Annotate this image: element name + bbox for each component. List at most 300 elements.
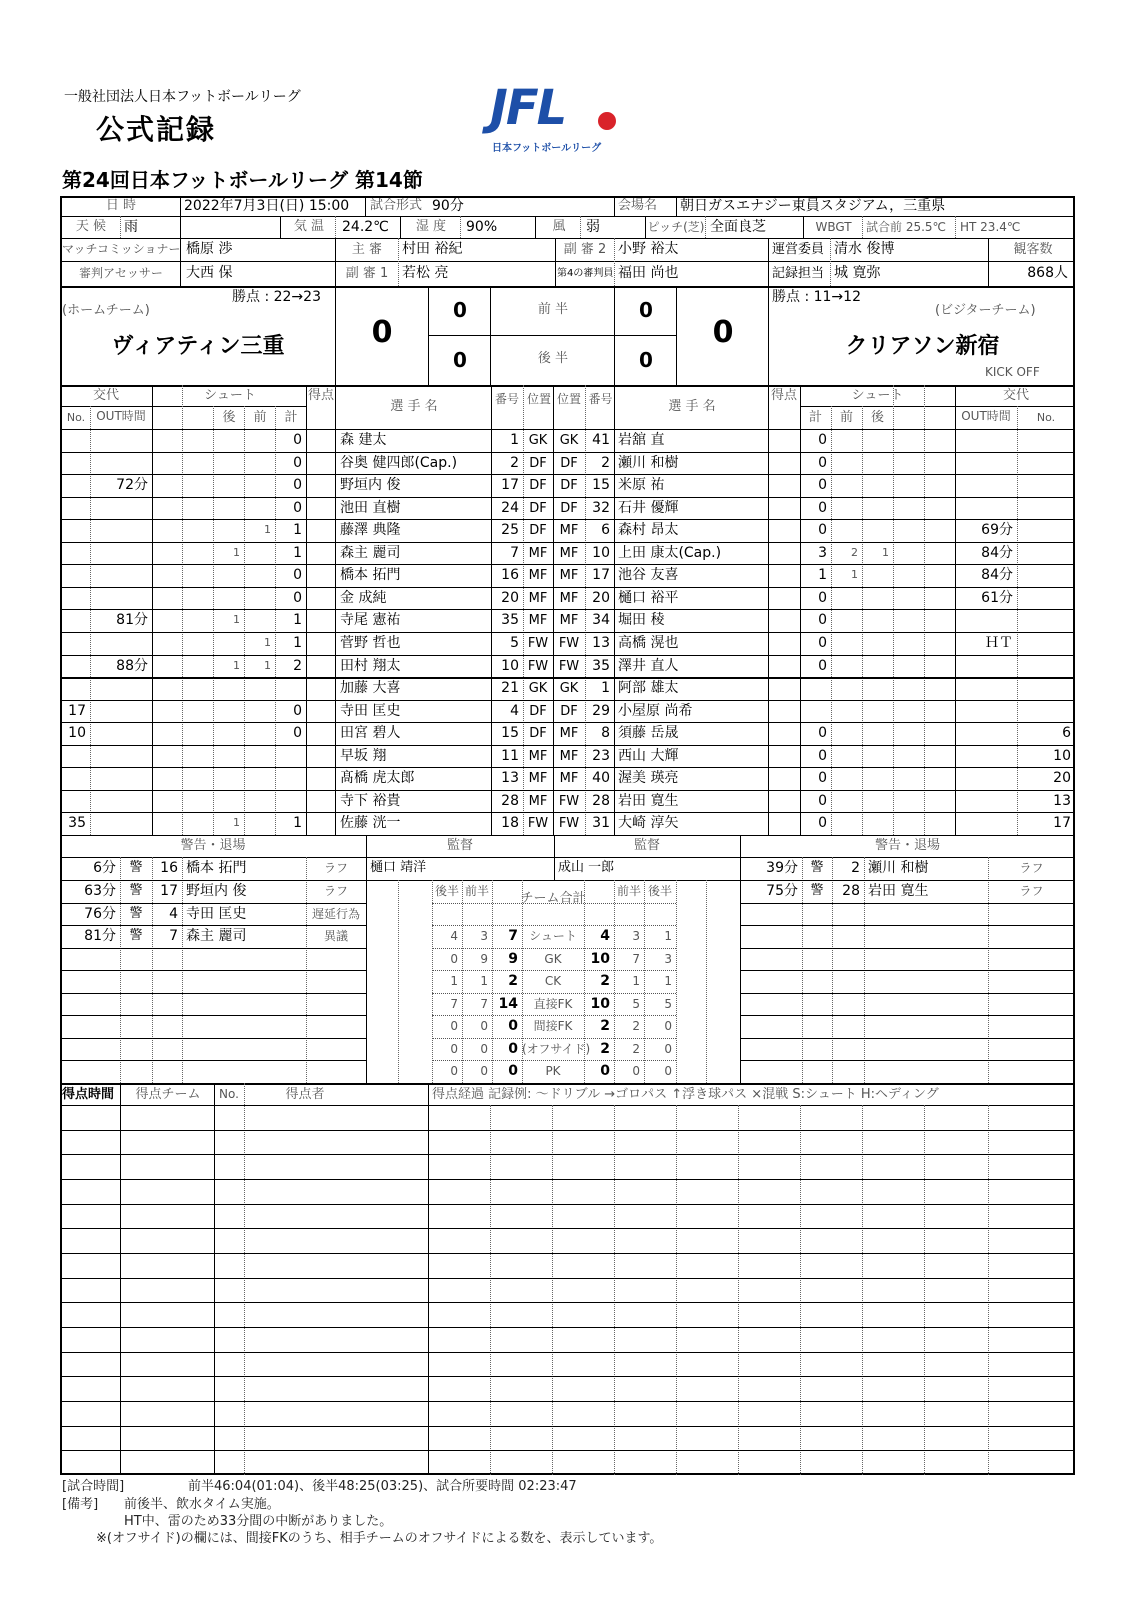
totals-stat-label: 間接FK [533, 1019, 573, 1034]
wbgt-before: 試合前 25.5℃ [866, 220, 947, 234]
totals-home-second: 0 [450, 1064, 458, 1079]
grid-line [60, 1060, 366, 1061]
totals-home-first: 1 [480, 974, 488, 989]
grid-line [60, 745, 1075, 746]
wind-label: 風 [552, 219, 566, 234]
col-pos-away: 位置 [556, 392, 581, 406]
home-player-number: 18 [501, 815, 519, 832]
grid-line [60, 880, 366, 881]
card-type: 警 [810, 860, 824, 876]
totals-home-first-header: 前半 [464, 884, 489, 898]
format-label: 試合形式 [370, 198, 423, 213]
away-manager-name: 成山 一郎 [558, 860, 615, 876]
home-out-time: 72分 [116, 477, 148, 494]
away-player-name: 森村 昂太 [618, 522, 679, 539]
home-player-number: 13 [501, 770, 519, 787]
away-player-position: DF [560, 500, 578, 516]
away-sub-no: 17 [1053, 815, 1071, 832]
goals-no-header: No. [219, 1086, 239, 1101]
ar1-label: 副 審 1 [345, 266, 389, 281]
card-time: 39分 [766, 860, 798, 877]
grid-line [705, 216, 706, 238]
referee-label: 主 審 [351, 242, 383, 257]
home-shot-total: 0 [293, 725, 302, 742]
ar2-value: 小野 裕太 [618, 241, 679, 257]
home-shot-total: 1 [293, 522, 302, 539]
wbgt-label: WBGT [815, 220, 852, 234]
away-player-position: MF [559, 568, 579, 584]
home-shot-total: 0 [293, 589, 302, 606]
away-out-time: ＨＴ [985, 634, 1013, 651]
home-player-position: MF [528, 748, 548, 764]
home-shot-total: 0 [293, 454, 302, 471]
card-player-name: 森主 麗司 [186, 928, 247, 945]
away-player-number: 2 [601, 454, 610, 471]
grid-line [60, 1204, 1075, 1205]
fourth-value: 福田 尚也 [618, 265, 679, 281]
grid-line [60, 1083, 1075, 1085]
home-player-number: 5 [510, 634, 519, 651]
col-player-away: 選 手 名 [668, 399, 716, 414]
home-player-position: MF [528, 613, 548, 629]
home-player-name: 加藤 大喜 [340, 680, 401, 697]
home-team-label: (ホームチーム) [62, 303, 150, 318]
col-player-home: 選 手 名 [390, 399, 438, 414]
ops-label: 運営委員 [772, 242, 825, 257]
home-shot-total: 1 [293, 544, 302, 561]
goals-team-header: 得点チーム [135, 1086, 201, 1102]
grid-line [988, 238, 989, 286]
totals-away-total: 0 [600, 1063, 610, 1080]
home-player-number: 2 [510, 454, 519, 471]
grid-line [60, 835, 1075, 836]
grid-line [535, 216, 536, 238]
grid-line [398, 880, 399, 1083]
grid-line [60, 925, 366, 926]
home-player-position: MF [528, 793, 548, 809]
home-player-name: 谷奥 健四郎(Cap.) [340, 454, 458, 471]
home-player-number: 25 [501, 522, 519, 539]
logo-subtitle: 日本フットボールリーグ [492, 143, 602, 154]
manager-label-away: 監督 [633, 837, 660, 853]
col-total-home: 計 [284, 410, 298, 425]
home-player-name: 髙橋 虎太郎 [340, 770, 415, 787]
col-pos-home: 位置 [526, 392, 551, 406]
grid-line [432, 993, 676, 994]
grid-line [740, 948, 1075, 949]
home-player-number: 35 [501, 612, 519, 629]
totals-away-second: 3 [664, 951, 672, 966]
home-sub-no: 10 [68, 725, 86, 742]
grid-line [60, 812, 1075, 813]
home-player-position: MF [528, 771, 548, 787]
col-no-away: No. [1036, 411, 1056, 424]
grid-line [366, 835, 367, 1083]
totals-away-first: 7 [632, 951, 640, 966]
away-first-half: 0 [639, 298, 653, 322]
second-half-label: 後 半 [537, 351, 569, 366]
grid-line [432, 925, 676, 926]
col-no-home: No. [66, 411, 86, 424]
totals-away-first-header: 前半 [616, 884, 641, 898]
home-first-half: 0 [453, 298, 467, 322]
card-type: 警 [810, 883, 824, 898]
match-time-label: [試合時間] [62, 1479, 125, 1494]
totals-home-second: 0 [450, 1041, 458, 1056]
totals-home-second: 4 [450, 929, 458, 944]
wbgt-ht: HT 23.4℃ [960, 220, 1021, 234]
totals-stat-label: シュート [529, 929, 577, 944]
grid-line [60, 286, 1075, 288]
grid-line [60, 1130, 1075, 1131]
grid-line [60, 519, 1075, 520]
totals-home-second-header: 後半 [434, 884, 459, 898]
home-player-name: 菅野 哲也 [340, 634, 401, 651]
grid-line [614, 196, 615, 216]
totals-stat-label: (オフサイド) [522, 1041, 591, 1056]
col-out-away: OUT時間 [961, 409, 1011, 423]
totals-stat-label: CK [544, 974, 562, 989]
card-type: 警 [129, 883, 143, 898]
away-shot-total: 0 [818, 432, 827, 448]
format-value: 90分 [432, 198, 464, 214]
home-player-number: 20 [501, 589, 519, 606]
pitch-value: 全面良芝 [710, 219, 766, 235]
home-player-position: MF [528, 545, 548, 561]
grid-line [60, 655, 1075, 656]
grid-line [60, 1352, 1075, 1353]
away-team-label: (ビジターチーム) [935, 303, 1036, 318]
home-player-position: GK [528, 681, 548, 697]
home-shot-first: 1 [264, 658, 271, 672]
attendance-value: 868人 [1027, 265, 1068, 281]
card-time: 75分 [766, 883, 798, 899]
jfl-logo [490, 80, 630, 160]
away-player-name: 岩田 寛生 [618, 792, 679, 809]
home-shot-first: 1 [264, 523, 271, 537]
grid-line [60, 542, 1075, 543]
away-player-position: MF [559, 771, 579, 787]
totals-home-total: 0 [508, 1040, 518, 1057]
note-line: 前後半、飲水タイム実施。 [124, 1497, 280, 1512]
home-shot-total: 0 [293, 702, 302, 719]
grid-line [60, 632, 1075, 633]
grid-line [432, 948, 676, 949]
grid-line [60, 1327, 1075, 1328]
home-team-name: ヴィアティン三重 [111, 334, 285, 359]
totals-away-total: 10 [590, 995, 610, 1012]
cards-label-home: 警告・退場 [180, 837, 246, 853]
away-shot-total: 0 [818, 815, 827, 832]
grid-line [335, 286, 336, 385]
home-player-number: 1 [510, 432, 519, 448]
totals-stat-label: GK [544, 951, 562, 966]
card-player-name: 野垣内 俊 [186, 883, 247, 899]
totals-home-first: 0 [480, 1064, 488, 1079]
away-player-position: MF [559, 748, 579, 764]
grid-line [60, 1278, 1075, 1279]
totals-away-first: 1 [632, 974, 640, 989]
date-label: 日 時 [105, 198, 137, 213]
home-player-position: MF [528, 568, 548, 584]
away-player-name: 高橋 滉也 [618, 634, 679, 651]
card-player-name: 寺田 匡史 [186, 905, 247, 922]
home-player-name: 寺田 匡史 [340, 702, 401, 719]
home-player-name: 池田 直樹 [340, 499, 401, 516]
home-shot-total: 0 [293, 477, 302, 494]
venue-label: 会場名 [618, 198, 658, 213]
away-shot-total: 0 [818, 589, 827, 606]
grid-line [244, 1083, 245, 1475]
logo-mark: JFL [490, 80, 566, 136]
away-sub-no: 20 [1053, 770, 1071, 787]
away-player-name: 石井 優輝 [618, 499, 679, 516]
totals-home-first: 7 [480, 996, 488, 1011]
assessor-label: 審判アセッサー [79, 266, 163, 280]
col-sub-home: 交代 [92, 388, 119, 403]
grid-line [924, 1105, 925, 1475]
totals-away-second: 1 [664, 974, 672, 989]
away-player-name: 堀田 稜 [618, 612, 665, 629]
grid-line [120, 1083, 121, 1475]
match-time-value: 前半46:04(01:04)、後半48:25(03:25)、試合所要時間 02:23:47 [188, 1479, 577, 1494]
away-player-name: 樋口 裕平 [618, 589, 679, 606]
grid-line [60, 903, 366, 904]
home-player-number: 10 [501, 657, 519, 674]
totals-home-second: 0 [450, 1019, 458, 1034]
away-team-name: クリアソン新宿 [845, 334, 1000, 359]
away-player-number: 8 [601, 725, 610, 742]
home-player-number: 7 [510, 544, 519, 561]
away-player-name: 西山 大輝 [618, 747, 679, 764]
temp-value: 24.2℃ [342, 219, 389, 235]
home-sub-no: 35 [68, 815, 86, 832]
home-player-number: 28 [501, 792, 519, 809]
home-points: 勝点 : 22→23 [232, 289, 321, 305]
totals-home-total: 2 [508, 973, 518, 990]
home-player-name: 早坂 翔 [340, 747, 387, 764]
col-first-away: 前 [839, 410, 853, 425]
grid-line [614, 238, 615, 286]
card-player-number: 17 [160, 883, 178, 899]
grid-line [60, 1376, 1075, 1377]
col-goal-home: 得点 [308, 388, 335, 403]
home-player-position: MF [528, 590, 548, 606]
grid-line [432, 1015, 676, 1016]
home-manager-name: 樋口 靖洋 [370, 860, 427, 876]
grid-line [740, 925, 1075, 926]
home-shot-total: 0 [293, 567, 302, 584]
card-player-number: 2 [851, 860, 860, 877]
home-out-time: 81分 [116, 612, 148, 629]
totals-home-first: 0 [480, 1041, 488, 1056]
temp-label: 気 温 [293, 219, 325, 234]
grid-line [60, 1038, 366, 1039]
home-shot-second: 1 [233, 658, 240, 672]
grid-line [60, 700, 1075, 701]
totals-home-total: 0 [508, 1063, 518, 1080]
totals-stat-label: 直接FK [533, 996, 573, 1011]
grid-line [768, 286, 769, 385]
recorder-value: 城 寛弥 [834, 265, 881, 281]
totals-home-first: 3 [480, 929, 488, 944]
away-player-position: FW [558, 658, 580, 674]
totals-away-total: 2 [600, 1040, 610, 1057]
away-shot-total: 0 [818, 634, 827, 651]
totals-home-first: 0 [480, 1019, 488, 1034]
grid-line [676, 286, 677, 385]
col-sub-away: 交代 [1002, 388, 1029, 403]
grid-line [60, 767, 1075, 768]
away-player-name: 阿部 雄太 [618, 680, 679, 697]
away-player-name: 須藤 岳晟 [618, 725, 679, 742]
card-player-number: 28 [842, 883, 860, 899]
wind-value: 弱 [586, 219, 600, 235]
home-player-name: 寺尾 憲祐 [340, 612, 401, 629]
grid-line [60, 1154, 1075, 1155]
home-player-name: 森主 麗司 [340, 544, 401, 561]
humidity-label: 湿 度 [415, 219, 447, 234]
grid-line [428, 1083, 429, 1475]
col-second-away: 後 [870, 410, 884, 425]
away-shot-total: 0 [818, 657, 827, 674]
away-player-name: 池谷 友喜 [618, 567, 679, 584]
grid-line [60, 857, 1075, 858]
home-player-number: 21 [501, 680, 519, 697]
grid-line [60, 1450, 1075, 1451]
grid-line [366, 880, 740, 881]
home-shot-second: 1 [233, 613, 240, 627]
grid-line [60, 474, 1075, 475]
away-player-position: DF [560, 703, 578, 719]
home-player-name: 森 建太 [340, 432, 387, 448]
venue-value: 朝日ガスエナジー東員スタジアム，三重県 [680, 198, 946, 214]
grid-line [740, 1038, 1075, 1039]
totals-home-second: 1 [450, 974, 458, 989]
grid-line [490, 1105, 491, 1475]
attendance-label: 観客数 [1013, 242, 1053, 257]
totals-away-total: 4 [600, 928, 610, 945]
goals-time-header: 得点時間 [62, 1086, 115, 1102]
home-player-name: 金 成純 [340, 589, 387, 606]
away-shot-total: 0 [818, 792, 827, 809]
grid-line [800, 406, 1075, 407]
away-out-time: 84分 [981, 567, 1013, 584]
grid-line [60, 1228, 1075, 1229]
away-player-name: 上田 康太(Cap.) [618, 544, 722, 561]
totals-home-total: 0 [508, 1018, 518, 1035]
totals-home-total: 7 [508, 928, 518, 945]
totals-away-second: 0 [664, 1019, 672, 1034]
away-player-number: 35 [592, 657, 610, 674]
grid-line [398, 238, 399, 286]
totals-away-second: 0 [664, 1064, 672, 1079]
fourth-label: 第4の審判員 [557, 268, 614, 279]
grid-line [460, 216, 461, 238]
ar2-label: 副 審 2 [563, 242, 607, 257]
card-time: 6分 [93, 860, 116, 877]
card-type: 警 [129, 905, 143, 921]
home-player-number: 24 [501, 499, 519, 516]
home-player-position: DF [529, 478, 547, 494]
away-player-name: 岩舘 直 [618, 432, 665, 448]
grid-line [60, 1105, 1075, 1106]
away-player-name: 大崎 淳矢 [618, 815, 679, 832]
grid-line [740, 880, 1075, 881]
match-title: 第24回日本フットボールリーグ 第14節 [62, 168, 423, 192]
card-player-name: 瀬川 和樹 [868, 860, 929, 877]
grid-line [60, 238, 1075, 239]
grid-line [335, 238, 336, 286]
col-shot-home: シュート [204, 388, 256, 403]
grid-line [60, 993, 366, 994]
grid-line [803, 216, 804, 238]
goals-scorer-header: 得点者 [285, 1086, 325, 1102]
away-player-position: GK [559, 433, 579, 448]
totals-home-second: 7 [450, 996, 458, 1011]
away-second-half: 0 [639, 348, 653, 372]
grid-line [214, 1083, 215, 1475]
home-player-name: 橋本 拓門 [340, 567, 401, 584]
away-sub-no: 13 [1053, 792, 1071, 809]
away-sub-no: 6 [1062, 725, 1071, 742]
grid-line [432, 1038, 676, 1039]
grid-line [862, 216, 863, 238]
grid-line [280, 216, 281, 238]
grid-line [60, 790, 1075, 791]
grid-line [831, 406, 832, 835]
grid-line [60, 722, 1075, 723]
totals-away-second: 0 [664, 1041, 672, 1056]
totals-home-total: 9 [508, 950, 518, 967]
totals-away-first: 2 [632, 1041, 640, 1056]
away-shot-total: 0 [818, 499, 827, 516]
away-player-number: 1 [601, 680, 610, 697]
grid-line [244, 406, 245, 835]
totals-home-second: 0 [450, 951, 458, 966]
grid-line [60, 1302, 1075, 1303]
home-player-name: 寺下 裕貴 [340, 792, 401, 809]
humidity-value: 90% [466, 219, 498, 235]
home-player-name: 野垣内 俊 [340, 477, 401, 494]
home-shot-first: 1 [264, 635, 271, 649]
away-player-name: 小屋原 尚希 [618, 702, 693, 719]
home-player-position: FW [527, 816, 549, 832]
commissioner-value: 橋原 渉 [186, 241, 233, 257]
home-second-half: 0 [453, 348, 467, 372]
grid-line [740, 1060, 1075, 1061]
document-title: 公式記録 [96, 113, 217, 146]
home-shot-total: 2 [293, 657, 302, 674]
referee-value: 村田 裕紀 [402, 241, 463, 257]
weather-value: 雨 [124, 219, 138, 235]
totals-home-total: 14 [498, 995, 518, 1012]
col-num-away: 番号 [588, 392, 613, 406]
away-player-position: MF [559, 726, 579, 742]
away-player-number: 17 [592, 567, 610, 584]
note-line: ※(オフサイド)の欄には、間接FKのうち、相手チームのオフサイドによる数を、表示しています。 [96, 1531, 663, 1546]
grid-line [60, 970, 366, 971]
grid-line [706, 880, 707, 1083]
totals-away-total: 10 [590, 950, 610, 967]
totals-home-first: 9 [480, 951, 488, 966]
grid-line [862, 406, 863, 835]
away-player-position: MF [559, 523, 579, 539]
home-shot-total: 1 [293, 612, 302, 629]
home-player-name: 藤澤 典隆 [340, 522, 401, 539]
away-player-number: 29 [592, 702, 610, 719]
card-time: 63分 [84, 883, 116, 899]
